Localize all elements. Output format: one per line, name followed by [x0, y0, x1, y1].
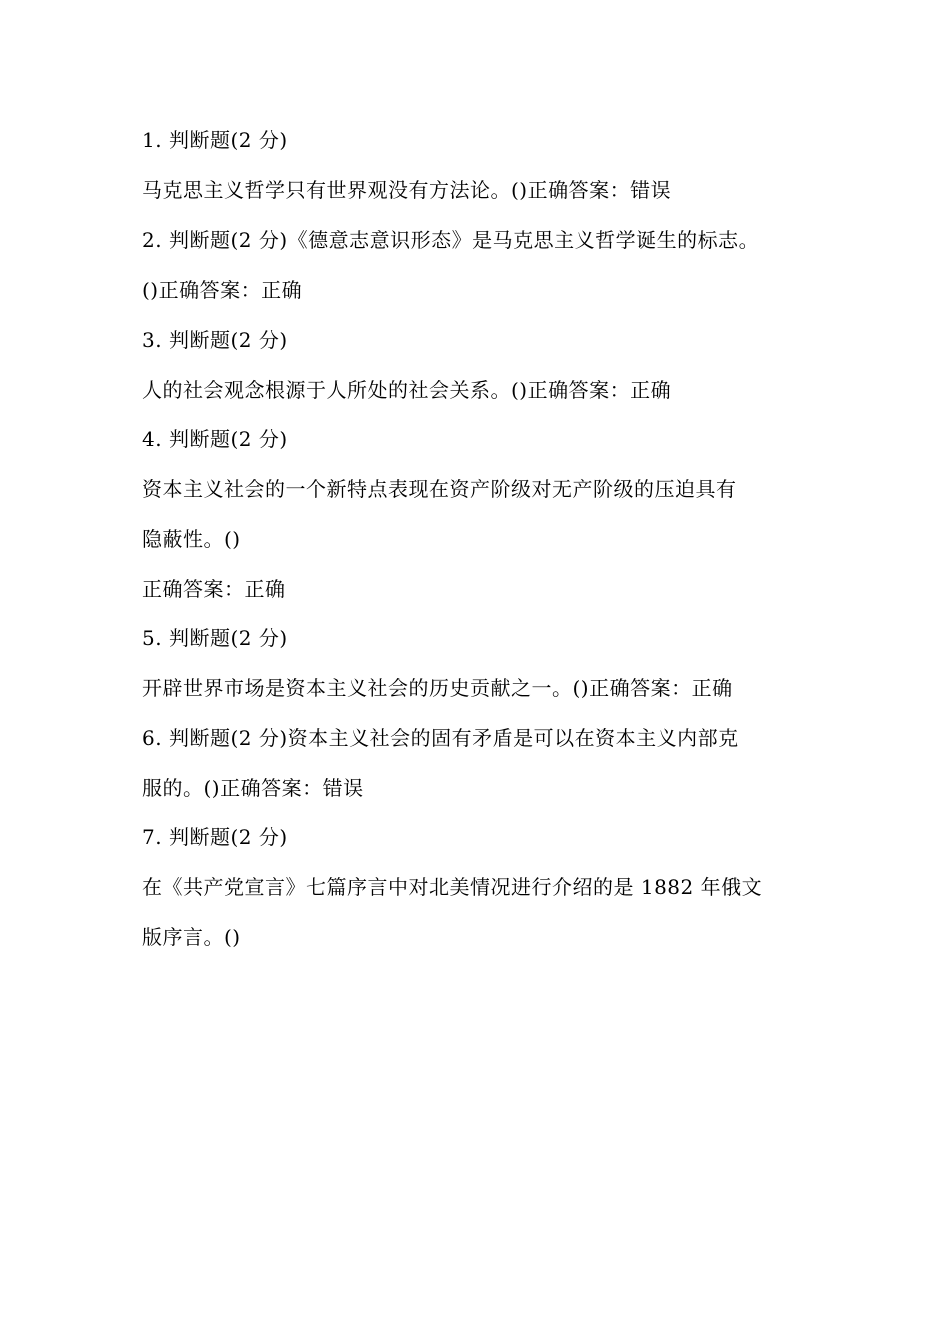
question-6-text: 服的。()正确答案：错误 [142, 776, 364, 800]
question-1-header: 1. 判断题(2 分) [142, 128, 288, 152]
question-3-header: 3. 判断题(2 分) [142, 328, 288, 352]
question-4-answer: 正确答案：正确 [142, 577, 286, 601]
question-4-header: 4. 判断题(2 分) [142, 427, 288, 451]
question-4-text-line2: 隐蔽性。() [142, 527, 241, 551]
question-4-text-line1: 资本主义社会的一个新特点表现在资产阶级对无产阶级的压迫具有 [142, 477, 737, 501]
question-3-text: 人的社会观念根源于人所处的社会关系。()正确答案：正确 [142, 378, 672, 402]
question-1-text: 马克思主义哲学只有世界观没有方法论。()正确答案：错误 [142, 178, 672, 202]
question-7-text-line2: 版序言。() [142, 925, 241, 949]
question-2-answer: ()正确答案：正确 [142, 278, 303, 302]
question-6-header: 6. 判断题(2 分)资本主义社会的固有矛盾是可以在资本主义内部克 [142, 726, 739, 750]
question-7-text-line1: 在《共产党宣言》七篇序言中对北美情况进行介绍的是 1882 年俄文 [142, 875, 763, 899]
question-5-header: 5. 判断题(2 分) [142, 626, 288, 650]
question-2-header: 2. 判断题(2 分)《德意志意识形态》是马克思主义哲学诞生的标志。 [142, 228, 760, 252]
question-5-text: 开辟世界市场是资本主义社会的历史贡献之一。()正确答案：正确 [142, 676, 733, 700]
question-7-header: 7. 判断题(2 分) [142, 825, 288, 849]
